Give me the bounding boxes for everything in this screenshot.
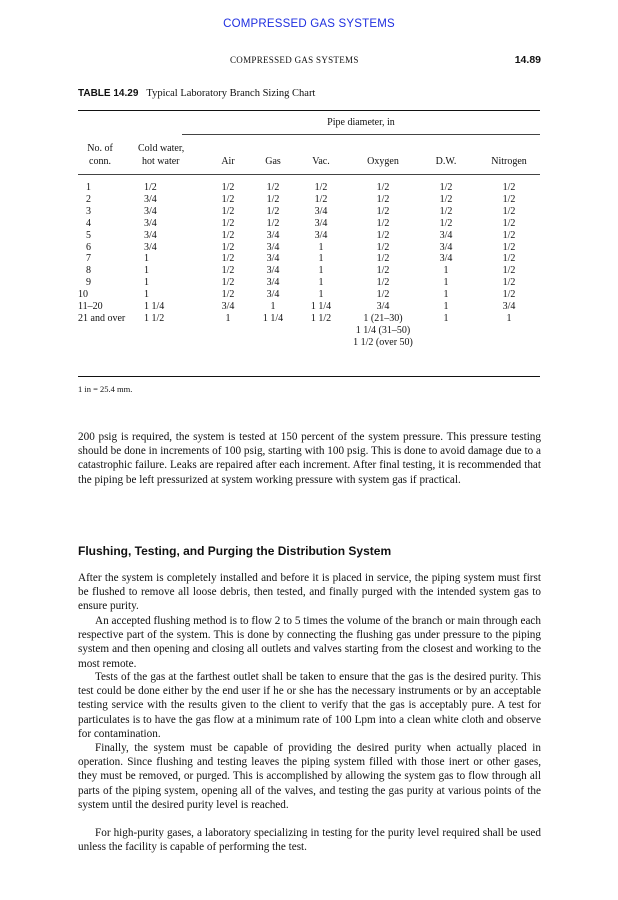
table-cell: 3/4 bbox=[439, 241, 453, 253]
table-cell: 1/2 bbox=[376, 289, 390, 301]
column-header-line1 bbox=[484, 142, 534, 155]
table-cell: 1 1/4 bbox=[262, 312, 284, 324]
table-cell: 1/2 bbox=[502, 265, 516, 277]
table-cell: 1/2 bbox=[439, 182, 453, 193]
table-cell: 1 bbox=[318, 277, 324, 289]
table-cell: 1/2 bbox=[376, 265, 390, 277]
table-cell: 1/2 bbox=[502, 241, 516, 253]
table-cell: 1/2 bbox=[502, 217, 516, 229]
table-cell: 1/2 bbox=[221, 289, 235, 301]
table-cell: 1/2 bbox=[266, 193, 280, 205]
table-cell: 3/4 bbox=[144, 217, 157, 229]
table-cell: 1/2 bbox=[376, 217, 390, 229]
column-header-gas bbox=[257, 142, 289, 168]
table-cell: 1 bbox=[144, 289, 149, 301]
row-label: 1 bbox=[86, 182, 91, 193]
table-cell: 1/2 bbox=[221, 182, 235, 193]
row-label: 21 and over bbox=[78, 312, 126, 324]
row-label: 10 bbox=[78, 289, 88, 301]
table-cell: 3/4 bbox=[266, 229, 280, 241]
column-header-line1: No. of bbox=[87, 143, 113, 154]
column-header-nitrogen bbox=[484, 142, 534, 168]
spanner-rule bbox=[182, 134, 540, 135]
table-cell: 1/2 bbox=[502, 289, 516, 301]
table-cell: 1/2 bbox=[266, 182, 280, 193]
column-header-line1 bbox=[257, 142, 289, 155]
column-header-line1 bbox=[430, 142, 462, 155]
table-title: Typical Laboratory Branch Sizing Chart bbox=[146, 88, 316, 99]
column-header-line2: Air bbox=[221, 156, 235, 167]
table-caption bbox=[78, 88, 315, 99]
column-header-line2: Nitrogen bbox=[491, 156, 527, 167]
table-cell: 1 bbox=[318, 289, 324, 301]
paragraph-flushing: An accepted flushing method is to flow 2 to 5 times the volume of the branch or main through each respective part of the system. This is done by connecting the flushing gas under pressure to the piping system and then opening and closing all outlets and valves starting from the closest and working to the most remote. bbox=[78, 615, 541, 670]
column-header-line2: conn. bbox=[89, 156, 111, 167]
column-header-line1 bbox=[345, 142, 421, 155]
table-cell: 1/2 bbox=[376, 205, 390, 217]
table-cell: 1/2 bbox=[266, 205, 280, 217]
column-header-line2: Vac. bbox=[312, 156, 330, 167]
table-cell: 1/2 bbox=[376, 277, 390, 289]
table-cell: 1 bbox=[318, 241, 324, 253]
table-cell: 1/2 bbox=[376, 193, 390, 205]
column-header-oxygen bbox=[345, 142, 421, 168]
table-cell: 1 bbox=[144, 277, 149, 289]
table-cell: 1 bbox=[443, 301, 449, 312]
table-cell: 1/2 bbox=[221, 217, 235, 229]
table-cell: 1/2 bbox=[502, 277, 516, 289]
table-cell: 3/4 bbox=[314, 205, 328, 217]
table-cell: 1 bbox=[506, 312, 512, 324]
row-label: 9 bbox=[86, 277, 91, 289]
table-cell: 3/4 bbox=[266, 265, 280, 277]
table-cell: 1 1/2 bbox=[310, 312, 332, 324]
table-cell: 1 bbox=[225, 312, 231, 324]
table-cell: 3/4 bbox=[314, 229, 328, 241]
table-cell: 1/2 bbox=[502, 182, 516, 193]
table-cell: 1/2 bbox=[221, 241, 235, 253]
paragraph-testing: Tests of the gas at the farthest outlet shall be taken to ensure that the gas is the desired purity. This test could be done either by the end user if he or she has the necessary instruments or by an acceptable testing service with the results given to the client to verify that the gas is acceptably pure. A test for particulates is to have the gas flow at a minimum rate of 100 Lpm into a clean white cloth and observe for contamination. bbox=[78, 671, 541, 740]
table-cell: 3/4 bbox=[144, 241, 157, 253]
table-cell: 1/2 bbox=[439, 217, 453, 229]
section-heading: Flushing, Testing, and Purging the Distribution System bbox=[78, 544, 392, 558]
table-cell: 3/4 bbox=[266, 289, 280, 301]
table-cell: 1/2 bbox=[502, 253, 516, 265]
table-cell: 1 1/4 bbox=[144, 301, 165, 312]
table-cell: 1/2 bbox=[502, 193, 516, 205]
row-label: 7 bbox=[86, 253, 91, 265]
running-head: COMPRESSED GAS SYSTEMS bbox=[230, 55, 359, 65]
paragraph-intro: After the system is completely installed and before it is placed in service, the piping system must first be flushed to remove all loose debris, then tested, and finally purged with the intended system gas to ensure purity. bbox=[78, 572, 541, 613]
table-cell: 3/4 bbox=[314, 217, 328, 229]
row-label: 5 bbox=[86, 229, 91, 241]
row-label: 6 bbox=[86, 241, 91, 253]
column-header-line1: Cold water, bbox=[138, 143, 185, 154]
table-cell: 1 bbox=[144, 253, 149, 265]
column-header-line2: Gas bbox=[265, 156, 281, 167]
row-label: 8 bbox=[86, 265, 91, 277]
row-label: 11–20 bbox=[78, 301, 103, 312]
table-cell: 1 bbox=[443, 277, 449, 289]
table-cell: 1 bbox=[318, 265, 324, 277]
column-header-line1 bbox=[305, 142, 337, 155]
column-header-line1 bbox=[212, 142, 244, 155]
table-cell: 1/2 bbox=[376, 253, 390, 265]
column-header-air bbox=[212, 142, 244, 168]
table-cell: 1/2 bbox=[376, 241, 390, 253]
table-cell: 1/2 bbox=[266, 217, 280, 229]
column-header-no-of-conn bbox=[78, 142, 122, 168]
table-cell: 1/2 bbox=[376, 182, 390, 193]
row-label: 4 bbox=[86, 217, 91, 229]
page-number: 14.89 bbox=[514, 54, 541, 66]
table-cell: 1 bbox=[144, 265, 149, 277]
table-cell: 1 bbox=[443, 289, 449, 301]
column-header-dw bbox=[430, 142, 462, 168]
table-cell: 1/2 bbox=[221, 205, 235, 217]
table-cell: 1/2 bbox=[439, 193, 453, 205]
table-cell: 3/4 bbox=[439, 229, 453, 241]
table-cell: 1 1/2 bbox=[144, 312, 165, 324]
table-header-rule bbox=[78, 174, 540, 175]
table-cell: 1 bbox=[318, 253, 324, 265]
table-cell: 3/4 bbox=[221, 301, 235, 312]
table-cell: 3/4 bbox=[376, 301, 390, 312]
table-label: TABLE 14.29 bbox=[78, 88, 139, 99]
table-cell: 1/2 bbox=[502, 229, 516, 241]
table-cell: 1/2 bbox=[502, 205, 516, 217]
table-cell: 1 1/2 (over 50) bbox=[353, 336, 413, 348]
column-header-line2: D.W. bbox=[435, 156, 457, 167]
table-cell: 1/2 bbox=[221, 277, 235, 289]
table-cell: 1 bbox=[443, 312, 449, 324]
table-cell: 3/4 bbox=[144, 229, 157, 241]
table-cell: 1/2 bbox=[314, 182, 328, 193]
column-header-line2: hot water bbox=[142, 156, 180, 167]
table-cell: 1/2 bbox=[144, 182, 157, 193]
table-cell: 1/2 bbox=[221, 253, 235, 265]
page-banner: COMPRESSED GAS SYSTEMS bbox=[223, 18, 395, 30]
table-cell: 1 1/4 (31–50) bbox=[355, 324, 411, 336]
table-cell: 1/2 bbox=[376, 229, 390, 241]
table-cell: 3/4 bbox=[266, 241, 280, 253]
paragraph-high-purity: For high-purity gases, a laboratory specializing in testing for the purity level required shall be used unless the facility is capable of performing the test. bbox=[78, 827, 541, 854]
table-bottom-rule bbox=[78, 376, 540, 377]
column-header-cold-hot-water bbox=[138, 142, 198, 168]
paragraph-pressure-testing: 200 psig is required, the system is tested at 150 percent of the system pressure. This pressure testing should be done in increments of 100 psig, starting with 100 psig. This is done to avoid damage due to a catastrophic failure. Leaks are repaired after each increment. After final testing, it is recommended that the piping be left pressurized at system working pressure with system gas if practical. bbox=[78, 431, 541, 486]
table-cell: 3/4 bbox=[144, 205, 157, 217]
table-cell: 1/2 bbox=[314, 193, 328, 205]
table-cell: 3/4 bbox=[266, 277, 280, 289]
table-top-rule bbox=[78, 110, 540, 111]
table-cell: 3/4 bbox=[266, 253, 280, 265]
table-cell: 3/4 bbox=[144, 193, 157, 205]
table-spanner-heading: Pipe diameter, in bbox=[327, 117, 395, 128]
table-cell: 1/2 bbox=[221, 193, 235, 205]
table-cell: 1 bbox=[270, 301, 276, 312]
paragraph-purging: Finally, the system must be capable of providing the desired purity when actually placed in operation. Since flushing and testing leaves the piping system filled with those inert or other gases, they must be removed, or purged. This is accomplished by allowing the system gas to flow through all parts of the piping system, opening all of the valves, and testing the gas purity at various points of the system until the desired purity level is reached. bbox=[78, 742, 541, 811]
table-cell: 1/2 bbox=[439, 205, 453, 217]
table-cell: 1/2 bbox=[221, 229, 235, 241]
table-cell: 1 bbox=[443, 265, 449, 277]
table-footnote: 1 in = 25.4 mm. bbox=[78, 384, 133, 394]
table-cell: 3/4 bbox=[439, 253, 453, 265]
table-cell: 3/4 bbox=[502, 301, 516, 312]
table-cell: 1 1/4 bbox=[310, 301, 332, 312]
table-cell: 1 (21–30) bbox=[363, 312, 403, 324]
table-cell: 1/2 bbox=[221, 265, 235, 277]
row-label: 2 bbox=[86, 193, 91, 205]
row-label: 3 bbox=[86, 205, 91, 217]
column-header-line2: Oxygen bbox=[367, 156, 399, 167]
column-header-vac bbox=[305, 142, 337, 168]
